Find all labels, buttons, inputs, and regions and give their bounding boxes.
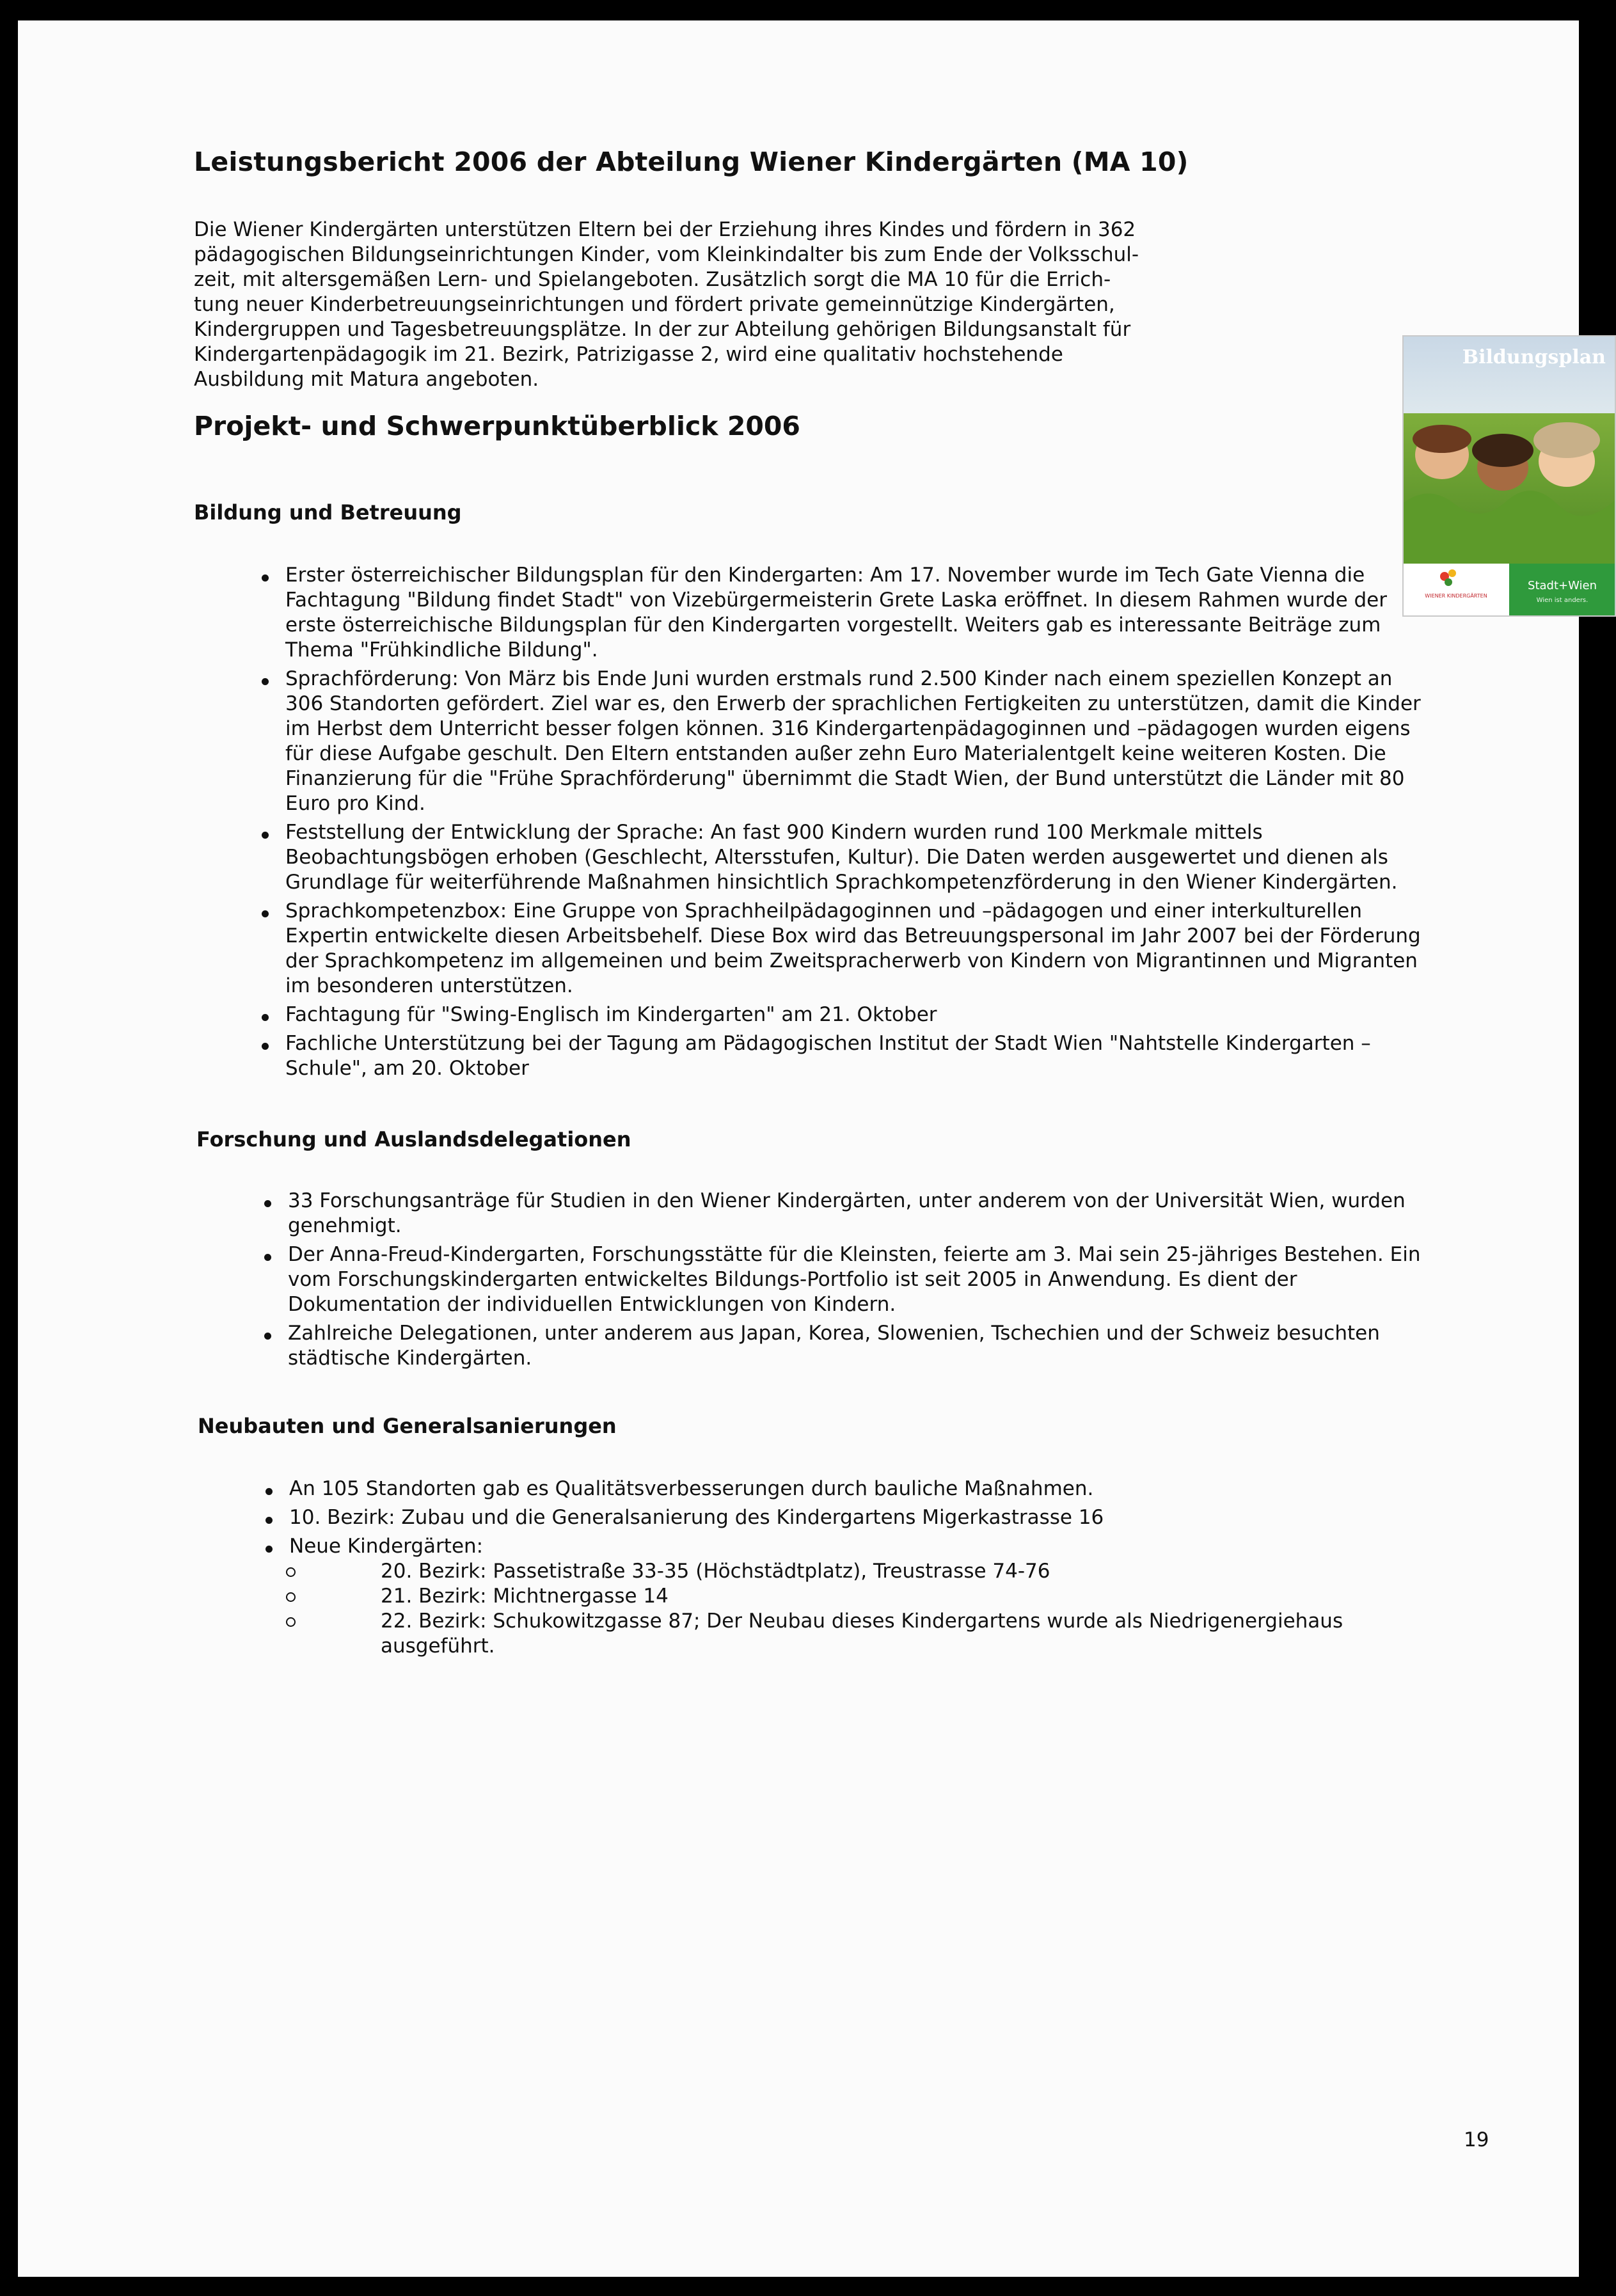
bildung-list [194, 563, 1499, 1085]
list-item: Der Anna-Freud-Kindergarten, Forschungsstätte für die Kleinsten, feierte am 3. Mai sein 25-jähriges Bestehen. Ein vom Forschungskindergarten entwickeltes Bildungs-Portfolio ist seit 2005 in Anwendung. Es dient der Dokumentation der individuellen Entwicklungen von Kindern. [196, 1242, 1501, 1317]
cover-brand: Stadt+Wien [1528, 579, 1597, 592]
cover-title: Bildungsplan [1462, 346, 1606, 368]
forschung-list [196, 1189, 1501, 1375]
intro-line: zeit, mit altersgemäßen Lern- und Spielangeboten. Zusätzlich sorgt die MA 10 für die Errich- [194, 268, 1111, 291]
list-item: Fachtagung für "Swing-Englisch im Kindergarten" am 21. Oktober [194, 1002, 1499, 1027]
intro-line: Kindergartenpädagogik im 21. Bezirk, Patrizigasse 2, wird eine qualitativ hochstehende [194, 343, 1063, 366]
list-item: 33 Forschungsanträge für Studien in den Wiener Kindergärten, unter anderem von der Universität Wien, wurden genehmigt. [196, 1189, 1501, 1239]
list-item: Sprachkompetenzbox: Eine Gruppe von Sprachheilpädagoginnen und –pädagogen und einer interkulturellen Expertin entwickelte diesen Arbeitsbehelf. Diese Box wird das Betreuungspersonal im Jahr 2007 bei der Förderung der Sprachkompetenz im allgemeinen und beim Zweitspracherwerb von Kindern von Migrantinnen und Migranten im besonderen unterstützen. [194, 899, 1499, 999]
list-item: Erster österreichischer Bildungsplan für den Kindergarten: Am 17. November wurde im Tech Gate Vienna die Fachtagung "Bildung findet Stadt" von Vizebürgermeisterin Grete Laska eröffnet. In diesem Rahmen wurde der erste österreichische Bildungsplan für den Kindergarten vorgestellt. Weiters gab es interessante Beiträge zum Thema "Frühkindliche Bildung". [194, 563, 1499, 663]
section-heading-bildung: Bildung und Betreuung [194, 500, 462, 525]
list-item: Feststellung der Entwicklung der Sprache: An fast 900 Kindern wurden rund 100 Merkmale mittels Beobachtungsbögen erhoben (Geschlecht, Altersstufen, Kultur). Die Daten werden ausgewertet und dienen als Grundlage für weiterführende Maßnahmen hinsichtlich Sprachkompetenzförderung in den Wiener Kindergärten. [194, 820, 1499, 895]
list-item: An 105 Standorten gab es Qualitätsverbesserungen durch bauliche Maßnahmen. [198, 1477, 1503, 1501]
new-kindergartens-sublist [289, 1559, 1503, 1659]
cover-illustration [1404, 336, 1615, 615]
intro-line: pädagogischen Bildungseinrichtungen Kinder, vom Kleinkindalter bis zum Ende der Volksschul- [194, 243, 1139, 266]
sub-list-item: 22. Bezirk: Schukowitzgasse 87; Der Neubau dieses Kindergartens wurde als Niedrigenergiehaus ausgeführt. [289, 1609, 1503, 1659]
section-heading-neubauten: Neubauten und Generalsanierungen [198, 1414, 617, 1438]
sub-list-item: 20. Bezirk: Passetistraße 33-35 (Höchstädtplatz), Treustrasse 74-76 [289, 1559, 1503, 1584]
section-heading-forschung: Forschung und Auslandsdelegationen [196, 1127, 631, 1152]
list-item: Neue Kindergärten: 20. Bezirk: Passetistraße 33-35 (Höchstädtplatz), Treustrasse 74-76 21. Bezirk: Michtnergasse 14 22. Bezirk: Schukowitzgasse 87; Der Neubau dieses Kindergartens wurde als Niedrigenergiehaus ausgeführt. [198, 1534, 1503, 1659]
intro-paragraph [194, 218, 1176, 392]
list-item: 10. Bezirk: Zubau und die Generalsanierung des Kindergartens Migerkastrasse 16 [198, 1505, 1503, 1530]
section-overview-title: Projekt- und Schwerpunktüberblick 2006 [194, 411, 800, 441]
list-item: Sprachförderung: Von März bis Ende Juni wurden erstmals rund 2.500 Kinder nach einem speziellen Konzept an 306 Standorten gefördert. Ziel war es, den Erwerb der sprachlichen Fertigkeiten zu unterstützen, damit die Kinder im Herbst dem Unterricht besser folgen können. 316 Kindergartenpädagoginnen und –pädagogen wurden eigens für diese Aufgabe geschult. Den Eltern entstanden außer zehn Euro Materialentgelt keine weiteren Kosten. Die Finanzierung für die "Frühe Sprachförderung" übernimmt die Stadt Wien, der Bund unterstützt die Länder mit 80 Euro pro Kind. [194, 667, 1499, 816]
document-page [18, 20, 1606, 2277]
intro-line: Kindergruppen und Tagesbetreuungsplätze. In der zur Abteilung gehörigen Bildungsanstalt für [194, 318, 1131, 341]
cover-brand-sub: Wien ist anders. [1536, 597, 1588, 604]
list-item: Zahlreiche Delegationen, unter anderem aus Japan, Korea, Slowenien, Tschechien und der Schweiz besuchten städtische Kindergärten. [196, 1321, 1501, 1371]
intro-line: Die Wiener Kindergärten unterstützen Eltern bei der Erziehung ihres Kindes und fördern in 362 [194, 218, 1136, 241]
intro-line: tung neuer Kinderbetreuungseinrichtungen und fördert private gemeinnützige Kindergärten, [194, 293, 1115, 316]
neubauten-list [198, 1477, 1503, 1663]
bildungsplan-cover-image [1402, 335, 1616, 617]
sub-list-item: 21. Bezirk: Michtnergasse 14 [289, 1584, 1503, 1609]
intro-line: Ausbildung mit Matura angeboten. [194, 368, 539, 391]
list-item: Fachliche Unterstützung bei der Tagung am Pädagogischen Institut der Stadt Wien "Nahtstelle Kindergarten – Schule", am 20. Oktober [194, 1031, 1499, 1081]
cover-logo-text: WIENER KINDERGÄRTEN [1425, 593, 1487, 599]
page-number: 19 [1464, 2128, 1489, 2151]
page-title: Leistungsbericht 2006 der Abteilung Wiener Kindergärten (MA 10) [194, 146, 1189, 177]
